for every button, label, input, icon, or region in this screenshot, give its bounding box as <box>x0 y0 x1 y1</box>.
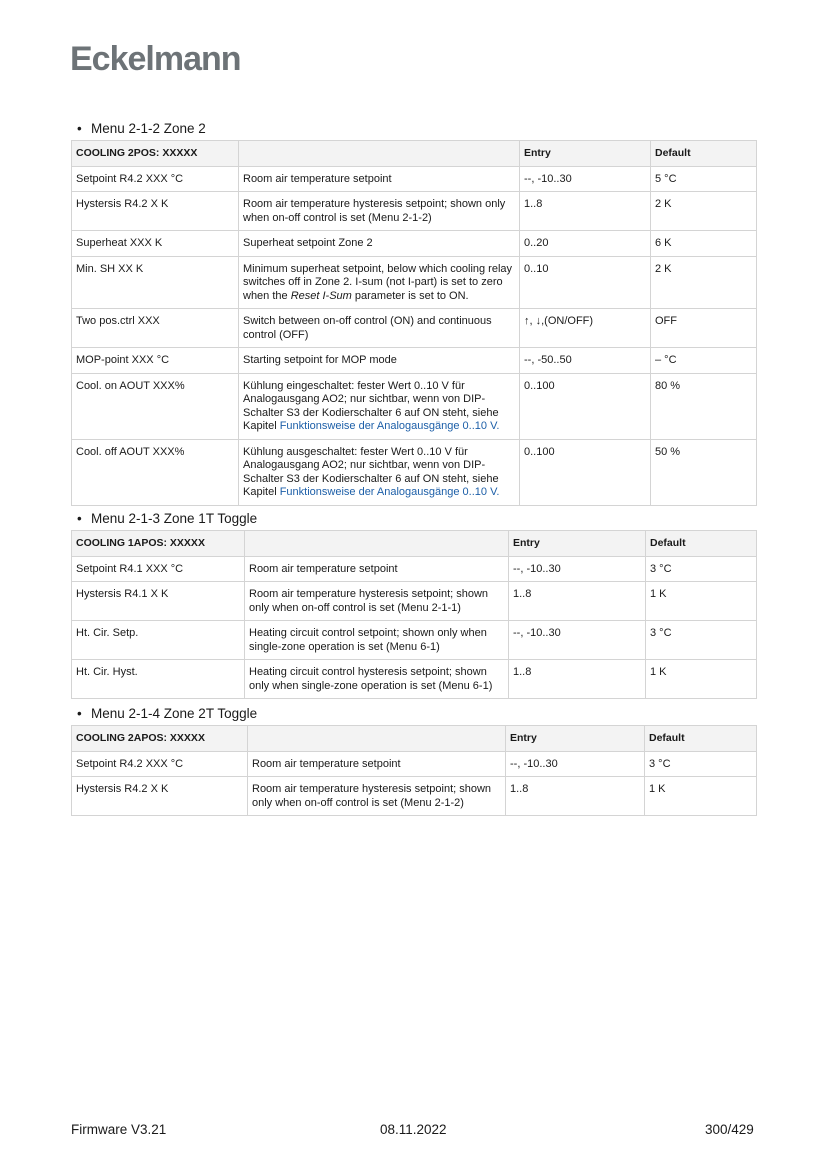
entry-cell: 0..10 <box>520 256 651 309</box>
desc-cell: Heating circuit control setpoint; shown only when single-zone operation is set (Menu 6-1) <box>245 621 509 660</box>
section-menu-2-1-4 <box>71 706 756 816</box>
table-row <box>72 192 757 231</box>
table-row <box>72 373 757 439</box>
header-desc <box>248 726 506 752</box>
table-header-row <box>72 531 757 557</box>
header-desc <box>245 531 509 557</box>
entry-cell: 0..100 <box>520 439 651 505</box>
entry-cell: 1..8 <box>520 192 651 231</box>
desc-cell: Heating circuit control hysteresis setpoint; shown only when single-zone operation is set (Menu 6-1) <box>245 660 509 699</box>
entry-cell: 0..20 <box>520 231 651 257</box>
header-default: Default <box>646 531 757 557</box>
desc-cell <box>239 439 520 505</box>
entry-cell: --, -10..30 <box>509 621 646 660</box>
table-row <box>72 556 757 582</box>
desc-text: Kühlung eingeschaltet: fester Wert 0..10 V für Analogausgang AO2; nur sichtbar, wenn von DIP-Schalter S3 der Kodierschalter 6 auf ON steht, siehe Kapitel <box>243 379 499 432</box>
table-row <box>72 777 757 816</box>
header-param: COOLING 2APOS: XXXXX <box>72 726 248 752</box>
default-cell: 3 °C <box>646 556 757 582</box>
default-cell: 3 °C <box>646 621 757 660</box>
section-menu-2-1-3 <box>71 511 756 699</box>
section-title: • Menu 2-1-4 Zone 2T Toggle <box>77 706 258 721</box>
param-cell: Ht. Cir. Hyst. <box>72 660 245 699</box>
desc-cell: Room air temperature setpoint <box>239 166 520 192</box>
desc-text: Kühlung ausgeschaltet: fester Wert 0..10 V für Analogausgang AO2; nur sichtbar, wenn von DIP-Schalter S3 der Kodierschalter 6 auf ON steht, siehe Kapitel <box>243 445 499 498</box>
desc-text-end: parameter is set to ON. <box>351 289 469 302</box>
param-cell: Cool. off AOUT XXX% <box>72 439 239 505</box>
table-header-row <box>72 726 757 752</box>
default-cell: 6 K <box>651 231 757 257</box>
default-cell: 5 °C <box>651 166 757 192</box>
table-row <box>72 621 757 660</box>
entry-cell: 1..8 <box>509 582 646 621</box>
header-entry: Entry <box>520 141 651 167</box>
desc-text: Minimum superheat setpoint, below which cooling relay switches off in Zone 2. I-sum (not I-part) is set to zero when the <box>243 262 513 302</box>
section-title-text: Menu 2-1-2 Zone 2 <box>91 121 206 136</box>
param-cell: Hystersis R4.2 X K <box>72 192 239 231</box>
desc-cell <box>239 256 520 309</box>
chapter-link[interactable]: Funktionsweise der Analogausgänge 0..10 V. <box>279 486 500 498</box>
param-cell: Two pos.ctrl XXX <box>72 309 239 348</box>
default-cell: OFF <box>651 309 757 348</box>
desc-cell: Switch between on-off control (ON) and continuous control (OFF) <box>239 309 520 348</box>
entry-cell: --, -10..30 <box>520 166 651 192</box>
header-desc <box>239 141 520 167</box>
table-row <box>72 582 757 621</box>
default-cell: 1 K <box>645 777 757 816</box>
param-cell: MOP-point XXX °C <box>72 348 239 374</box>
desc-cell: Superheat setpoint Zone 2 <box>239 231 520 257</box>
chapter-link[interactable]: Funktionsweise der Analogausgänge 0..10 V. <box>279 420 500 432</box>
header-param: COOLING 1APOS: XXXXX <box>72 531 245 557</box>
default-cell: – °C <box>651 348 757 374</box>
default-cell: 3 °C <box>645 751 757 777</box>
param-cell: Min. SH XX K <box>72 256 239 309</box>
param-cell: Setpoint R4.2 XXX °C <box>72 751 248 777</box>
parameter-table <box>71 725 757 816</box>
table-row <box>72 231 757 257</box>
header-param: COOLING 2POS: XXXXX <box>72 141 239 167</box>
entry-cell: 1..8 <box>509 660 646 699</box>
eckelmann-logo: Eckelmann <box>70 40 241 78</box>
desc-cell: Room air temperature setpoint <box>248 751 506 777</box>
table-row <box>72 309 757 348</box>
footer-date: 08.11.2022 <box>380 1122 447 1137</box>
desc-cell: Starting setpoint for MOP mode <box>239 348 520 374</box>
table-row <box>72 660 757 699</box>
section-title: • Menu 2-1-2 Zone 2 <box>77 121 206 136</box>
parameter-table <box>71 140 757 506</box>
section-title-text: Menu 2-1-3 Zone 1T Toggle <box>91 511 258 526</box>
header-entry: Entry <box>506 726 645 752</box>
table-row <box>72 166 757 192</box>
param-cell: Superheat XXX K <box>72 231 239 257</box>
parameter-table <box>71 530 757 699</box>
entry-cell: --, -50..50 <box>520 348 651 374</box>
desc-cell: Room air temperature setpoint <box>245 556 509 582</box>
header-default: Default <box>645 726 757 752</box>
table-header-row <box>72 141 757 167</box>
desc-cell: Room air temperature hysteresis setpoint; shown only when on-off control is set (Menu 2-1-2) <box>239 192 520 231</box>
entry-cell: 1..8 <box>506 777 645 816</box>
table-row <box>72 348 757 374</box>
footer-firmware: Firmware V3.21 <box>71 1122 167 1137</box>
table-row <box>72 751 757 777</box>
param-cell: Setpoint R4.2 XXX °C <box>72 166 239 192</box>
param-cell: Hystersis R4.2 X K <box>72 777 248 816</box>
param-cell: Ht. Cir. Setp. <box>72 621 245 660</box>
param-cell: Setpoint R4.1 XXX °C <box>72 556 245 582</box>
default-cell: 2 K <box>651 192 757 231</box>
default-cell: 2 K <box>651 256 757 309</box>
section-menu-2-1-2 <box>71 121 756 506</box>
desc-cell: Room air temperature hysteresis setpoint; shown only when on-off control is set (Menu 2-1-2) <box>248 777 506 816</box>
default-cell: 80 % <box>651 373 757 439</box>
table-row <box>72 256 757 309</box>
default-cell: 50 % <box>651 439 757 505</box>
entry-cell: --, -10..30 <box>506 751 645 777</box>
entry-cell: 0..100 <box>520 373 651 439</box>
header-entry: Entry <box>509 531 646 557</box>
section-title-text: Menu 2-1-4 Zone 2T Toggle <box>91 706 258 721</box>
header-default: Default <box>651 141 757 167</box>
desc-cell: Room air temperature hysteresis setpoint; shown only when on-off control is set (Menu 2-1-1) <box>245 582 509 621</box>
param-cell: Hystersis R4.1 X K <box>72 582 245 621</box>
entry-cell: ↑, ↓,(ON/OFF) <box>520 309 651 348</box>
desc-emphasis: Reset I-Sum <box>290 289 352 302</box>
section-title: • Menu 2-1-3 Zone 1T Toggle <box>77 511 258 526</box>
default-cell: 1 K <box>646 582 757 621</box>
desc-cell <box>239 373 520 439</box>
table-row <box>72 439 757 505</box>
footer-page-number: 300/429 <box>705 1122 754 1137</box>
param-cell: Cool. on AOUT XXX% <box>72 373 239 439</box>
entry-cell: --, -10..30 <box>509 556 646 582</box>
default-cell: 1 K <box>646 660 757 699</box>
